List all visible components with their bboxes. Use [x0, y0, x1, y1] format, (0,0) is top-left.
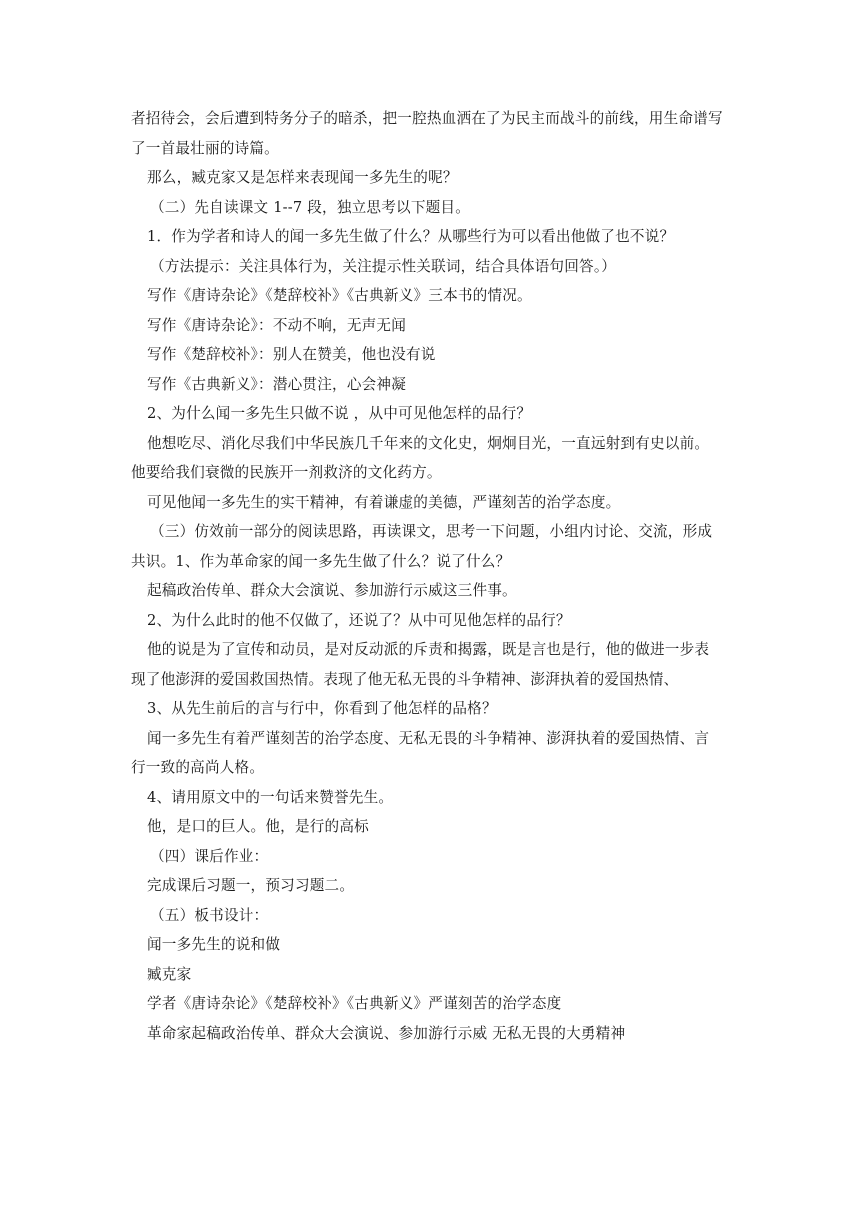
text-line-6: （方法提示：关注具体行为，关注提示性关联词，结合具体语句回答。） [150, 257, 617, 275]
text-line-22: 闻一多先生有着严谨刻苦的治学态度、无私无畏的斗争精神、澎湃执着的爱国热情、言 [147, 729, 710, 747]
text-line-1: 者招待会，会后遭到特务分子的暗杀，把一腔热血洒在了为民主而战斗的前线，用生命谱写 [131, 110, 723, 127]
text-line-10: 写作《古典新义》：潜心贯注，心会神凝 [147, 375, 406, 393]
text-line-12: 他想吃尽、消化尽我们中华民族几千年来的文化史，炯炯目光，一直远射到有史以前。 [147, 434, 710, 452]
text-line-5: 1．作为学者和诗人的闻一多先生做了什么？从哪些行为可以看出他做了也不说？ [147, 228, 675, 245]
text-line-25: 他，是口的巨人。他，是行的高标 [147, 818, 369, 835]
text-line-28: （五）板书设计： [150, 906, 269, 924]
text-line-29: 闻一多先生的说和做 [147, 936, 281, 953]
text-line-16: 共识。1、作为革命家的闻一多先生做了什么？说了什么？ [131, 552, 511, 570]
document-page [131, 104, 733, 1048]
text-line-8: 写作《唐诗杂论》：不动不响，无声无闻 [147, 316, 406, 334]
text-line-15: （三）仿效前一部分的阅读思路，再读课文，思考一下问题，小组内讨论、交流，形成 [150, 523, 713, 540]
text-line-24: 4、请用原文中的一句话来赞誉先生。 [147, 788, 394, 806]
text-line-32: 革命家起稿政治传单、群众大会演说、参加游行示威 无私无畏的大勇精神 [147, 1024, 626, 1042]
text-line-9: 写作《楚辞校补》：别人在赞美，他也没有说 [147, 346, 436, 363]
text-line-17: 起稿政治传单、群众大会演说、参加游行示威这三件事。 [147, 582, 517, 599]
text-line-4: （二）先自读课文 1--7 段，独立思考以下题目。 [150, 198, 470, 216]
text-line-20: 现了他澎湃的爱国救国热情。表现了他无私无畏的斗争精神、澎湃执着的爱国热情、 [131, 670, 679, 688]
text-line-31: 学者《唐诗杂论》《楚辞校补》《古典新义》严谨刻苦的治学态度 [147, 995, 562, 1012]
text-line-7: 写作《唐诗杂论》《楚辞校补》《古典新义》三本书的情况。 [147, 287, 532, 304]
text-line-26: （四）课后作业： [150, 847, 269, 865]
text-line-3: 那么，臧克家又是怎样来表现闻一多先生的呢？ [147, 169, 458, 186]
text-line-19: 他的说是为了宣传和动员，是对反动派的斥责和揭露，既是言也是行，他的做进一步表 [147, 641, 710, 658]
text-line-23: 行一致的高尚人格。 [131, 759, 265, 776]
text-line-2: 了一首最壮丽的诗篇。 [131, 139, 279, 157]
text-line-21: 3、从先生前后的言与行中，你看到了他怎样的品格？ [147, 700, 497, 717]
text-line-11: 2、为什么闻一多先生只做不说 ，从中可见他怎样的品行？ [147, 405, 532, 422]
text-line-14: 可见他闻一多先生的实干精神，有着谦虚的美德，严谨刻苦的治学态度。 [147, 493, 621, 511]
text-line-13: 他要给我们衰微的民族开一剂救济的文化药方。 [131, 464, 442, 481]
text-line-27: 完成课后习题一，预习习题二。 [147, 877, 355, 894]
text-line-30: 臧克家 [147, 965, 192, 983]
text-line-18: 2、为什么此时的他不仅做了，还说了？从中可见他怎样的品行？ [147, 611, 571, 629]
